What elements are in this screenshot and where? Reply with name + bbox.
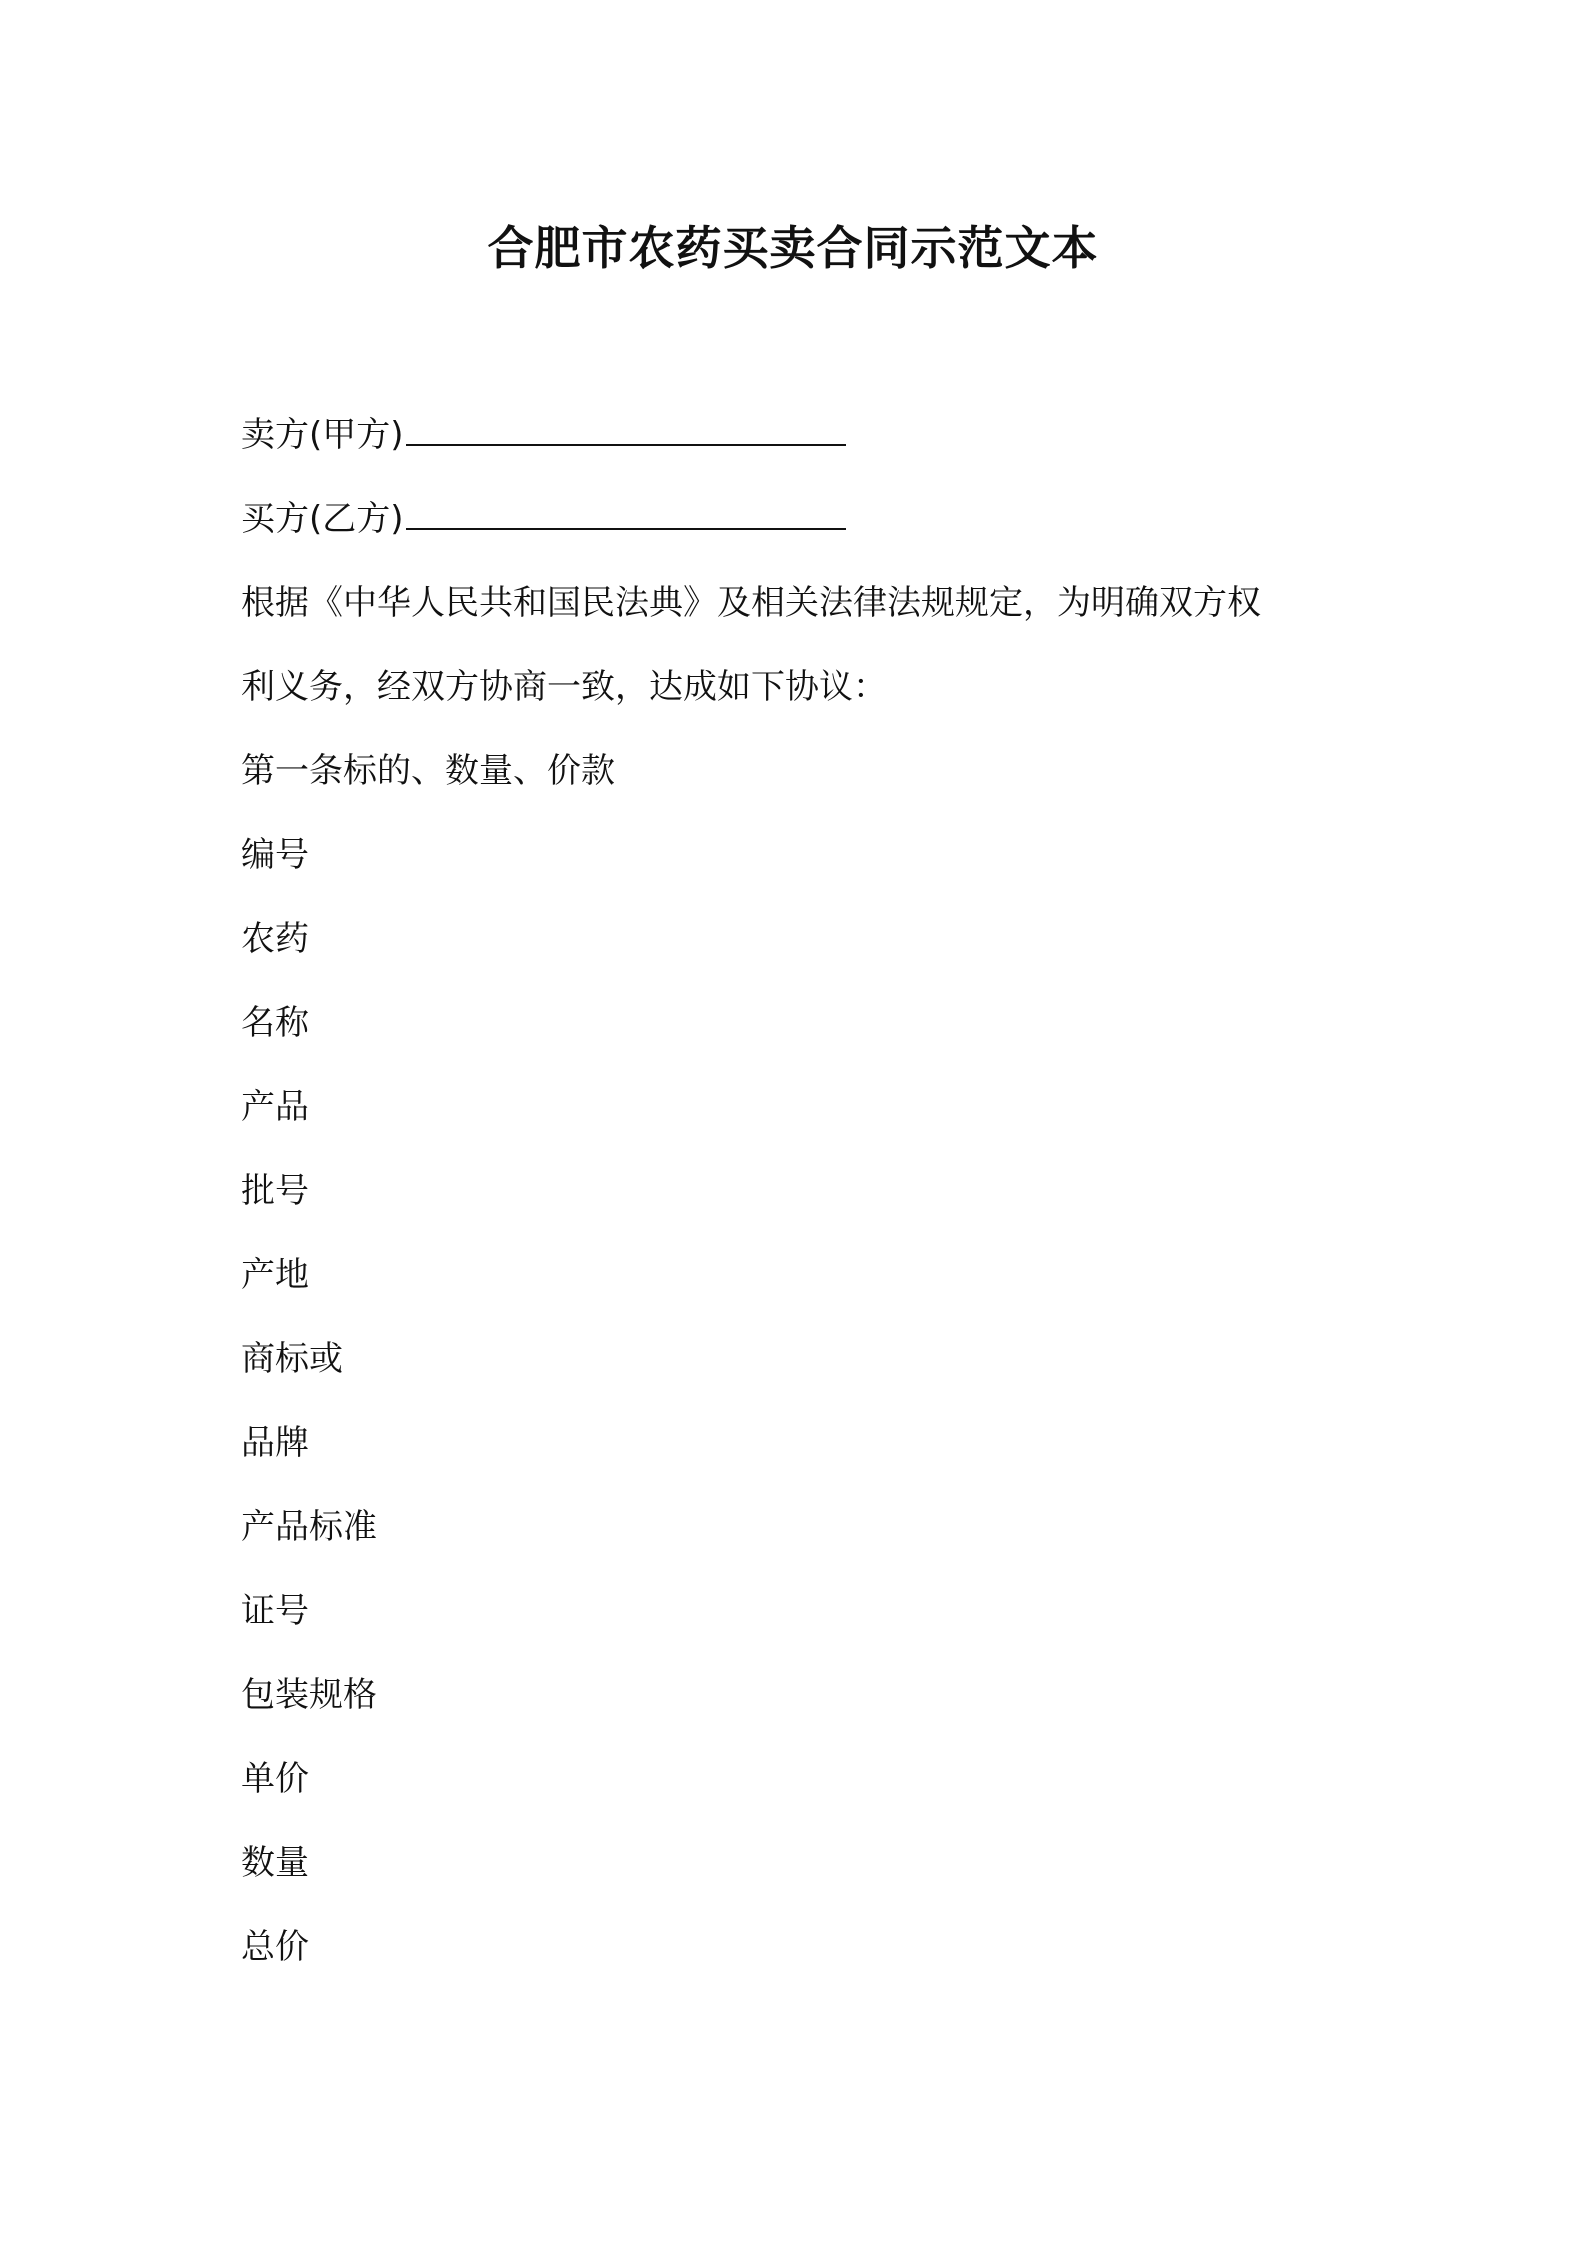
item-total-price: 总价 [241,1927,309,1967]
item-brand: 品牌 [241,1423,309,1463]
item-product: 产品 [241,1087,309,1127]
item-certificate: 证号 [241,1591,309,1631]
buyer-label: 买方(乙方) [241,499,404,539]
item-quantity: 数量 [241,1843,309,1883]
buyer-blank [406,498,846,530]
item-name: 名称 [241,1003,309,1043]
seller-blank [406,414,846,446]
item-unit-price: 单价 [241,1759,309,1799]
article-1-heading: 第一条标的、数量、价款 [241,751,615,791]
page-title: 合肥市农药买卖合同示范文本 [487,221,1099,275]
item-standard: 产品标准 [241,1507,377,1547]
seller-line [241,410,846,460]
item-batch: 批号 [241,1171,309,1211]
intro-line-1: 根据《中华人民共和国民法典》及相关法律法规规定，为明确双方权 [241,583,1261,623]
item-origin: 产地 [241,1255,309,1295]
item-pesticide: 农药 [241,919,309,959]
seller-label: 卖方(甲方) [241,415,404,455]
buyer-line [241,494,846,544]
item-packaging: 包装规格 [241,1675,377,1715]
item-number: 编号 [241,835,309,875]
intro-line-2: 利义务，经双方协商一致，达成如下协议： [241,667,887,707]
item-trademark: 商标或 [241,1339,343,1379]
